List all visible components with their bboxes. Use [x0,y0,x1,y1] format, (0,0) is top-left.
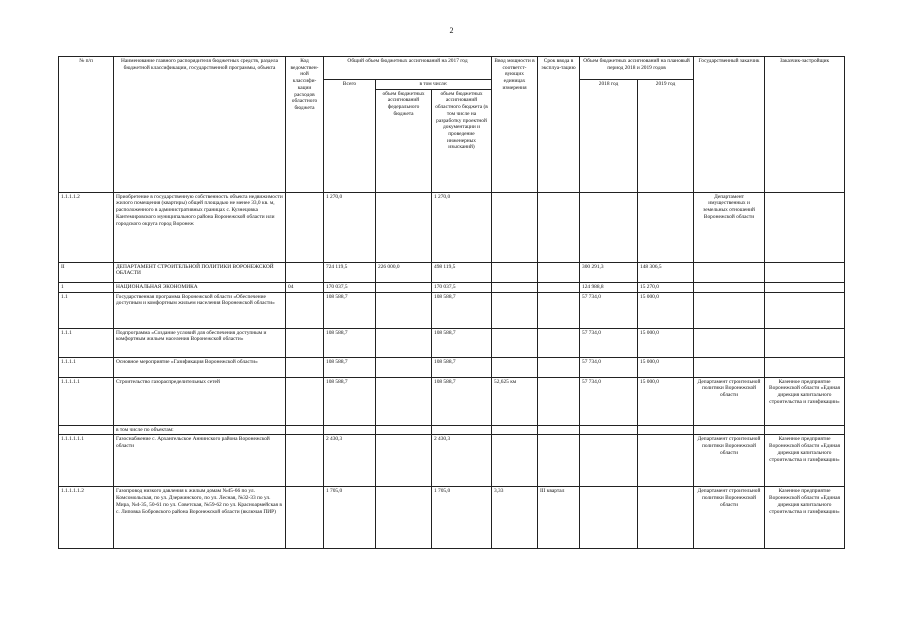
cell-cap [492,435,538,487]
cell-customer [694,262,765,282]
cell-cap [492,425,538,435]
table-row [59,425,845,435]
cell-num: 1 [59,282,114,292]
cell-customer [694,292,765,328]
cell-name: Государственная программа Воронежской области «Обеспечение доступным и комфортным жильем населения Воронежской области» [114,292,286,328]
cell-code [286,487,324,549]
header-name: Наименование главного распорядителя бюджетных средств, раздела бюджетной классификации, государственной программы, объекта [114,57,286,193]
cell-num [59,425,114,435]
header-incl: в том числе: [376,80,492,90]
cell-total: 2 430,3 [324,435,376,487]
cell-total: 724 119,5 [324,262,376,282]
cell-fed [376,425,432,435]
cell-num: 1.1.1.1.1.2 [59,487,114,549]
table-row [59,487,845,549]
cell-y2018: 57 734,0 [580,292,638,328]
cell-y2018: 57 734,0 [580,357,638,377]
header-2019: 2019 год [638,80,694,193]
cell-name: Газоснабжение с. Архангельское Аннинского района Воронежской области [114,435,286,487]
cell-builder [765,357,845,377]
cell-total: 108 588,7 [324,357,376,377]
cell-total: 1 270,0 [324,192,376,262]
cell-customer: Департамент строительной политики Воронежской области [694,435,765,487]
header-plan-period: Объем бюджетных ассигнований на плановый период 2018 и 2019 годов [580,57,694,80]
cell-cap [492,328,538,357]
cell-y2018: 300 291,3 [580,262,638,282]
cell-fed [376,192,432,262]
cell-reg: 108 588,7 [432,328,492,357]
cell-term [538,282,580,292]
cell-y2018 [580,487,638,549]
cell-name: НАЦИОНАЛЬНАЯ ЭКОНОМИКА [114,282,286,292]
cell-total: 108 588,7 [324,292,376,328]
cell-y2018 [580,435,638,487]
header-federal: объем бюджетных ассигнований федерального бюджета [376,89,432,192]
cell-total [324,425,376,435]
cell-code: 04 [286,282,324,292]
cell-fed [376,282,432,292]
cell-total: 108 588,7 [324,328,376,357]
cell-fed [376,292,432,328]
header-builder: Заказчик-застройщик [765,57,845,193]
table-row [59,282,845,292]
cell-term [538,377,580,425]
cell-code [286,328,324,357]
cell-y2019: 15 270,0 [638,282,694,292]
cell-cap: 52,625 км [492,377,538,425]
cell-name: Газопровод низкого давления к жилым домам №45-66 по ул. Комсомольская, по ул. Дзержинского, по ул. Лесная, №32-33 по ул. Мира, №4-35, 50-61 по ул. Советская, №59-62 по ул. Красноармейская в с. Липовка Бобровского района Воронежской области (включая ПИР) [114,487,286,549]
cell-cap [492,357,538,377]
cell-code [286,357,324,377]
cell-code [286,262,324,282]
table-row [59,262,845,282]
cell-total: 1 705,0 [324,487,376,549]
cell-y2019: 15 000,0 [638,377,694,425]
cell-y2019 [638,435,694,487]
cell-total: 108 588,7 [324,377,376,425]
cell-y2019 [638,425,694,435]
table-row [59,292,845,328]
cell-customer: Департамент строительной политики Воронежской области [694,377,765,425]
cell-customer [694,282,765,292]
cell-code [286,377,324,425]
cell-y2019: 15 000,0 [638,292,694,328]
cell-fed [376,377,432,425]
cell-name: в том числе по объектам: [114,425,286,435]
cell-builder [765,282,845,292]
header-term: Срок ввода в эксплуа-тацию [538,57,580,193]
header-num: № п/п [59,57,114,193]
table-row [59,328,845,357]
cell-y2019: 148 306,5 [638,262,694,282]
header-customer: Государственный заказчик [694,57,765,193]
cell-reg: 108 588,7 [432,357,492,377]
cell-customer [694,357,765,377]
cell-y2019 [638,192,694,262]
cell-builder: Казенное предприятие Воронежской области «Единая дирекция капитального строительства и газификации» [765,377,845,425]
cell-fed [376,487,432,549]
cell-name: Подпрограмма «Создание условий для обеспечения доступным и комфортным жильем населения Воронежской области» [114,328,286,357]
cell-term [538,357,580,377]
budget-table [58,56,845,549]
cell-customer: Департамент строительной политики Воронежской области [694,487,765,549]
cell-code [286,435,324,487]
header-total-2017: Общий объем бюджетных ассигнований на 2017 год [324,57,492,80]
page-number: 2 [449,26,454,35]
cell-name: Строительство газораспределительных сетей [114,377,286,425]
table-row [59,192,845,262]
cell-num: 1.1.1.1.1.1 [59,435,114,487]
cell-customer: Департамент имущественных и земельных отношений Воронежской области [694,192,765,262]
cell-y2018 [580,425,638,435]
cell-y2019 [638,487,694,549]
cell-reg: 2 430,3 [432,435,492,487]
cell-cap [492,262,538,282]
cell-y2018: 57 734,0 [580,328,638,357]
cell-reg: 108 588,7 [432,292,492,328]
cell-num: 1.1.1.1 [59,357,114,377]
header-total: Всего [324,80,376,193]
cell-cap [492,292,538,328]
cell-term [538,262,580,282]
cell-cap [492,192,538,262]
cell-fed: 226 000,0 [376,262,432,282]
cell-num: 1.1.1.1.1 [59,377,114,425]
cell-name: Основное мероприятие «Газификация Воронежской области» [114,357,286,377]
cell-reg [432,425,492,435]
cell-term [538,292,580,328]
header-capacity: Ввод мощности в соответст-вующих единицах измерения [492,57,538,193]
table-row [59,357,845,377]
cell-total: 170 037,5 [324,282,376,292]
cell-fed [376,328,432,357]
cell-num: II [59,262,114,282]
cell-customer [694,328,765,357]
cell-num: 1.1.1 [59,328,114,357]
cell-reg: 498 119,5 [432,262,492,282]
cell-term [538,435,580,487]
cell-reg: 108 588,7 [432,377,492,425]
cell-name: ДЕПАРТАМЕНТ СТРОИТЕЛЬНОЙ ПОЛИТИКИ ВОРОНЕЖСКОЙ ОБЛАСТИ [114,262,286,282]
cell-fed [376,435,432,487]
cell-num: 1.1 [59,292,114,328]
header-code: Код ведомствен-ной классифи-кации расходов областного бюджета [286,57,324,193]
cell-y2018 [580,192,638,262]
cell-builder: Казенное предприятие Воронежской области «Единая дирекция капитального строительства и газификации» [765,487,845,549]
cell-reg: 1 270,0 [432,192,492,262]
cell-y2018: 57 734,0 [580,377,638,425]
table-row [59,435,845,487]
cell-builder [765,425,845,435]
cell-reg: 1 705,0 [432,487,492,549]
header-regional: объем бюджетных ассигнований областного бюджета (в том числе на разработку проектной документации и проведение инженерных изысканий) [432,89,492,192]
cell-y2019: 15 000,0 [638,357,694,377]
cell-term: III квартал [538,487,580,549]
cell-num: 1.1.1.1.2 [59,192,114,262]
cell-term [538,192,580,262]
table-row [59,377,845,425]
cell-fed [376,357,432,377]
cell-cap: 3,33 [492,487,538,549]
cell-term [538,425,580,435]
cell-reg: 170 037,5 [432,282,492,292]
cell-y2018: 124 988,8 [580,282,638,292]
cell-code [286,425,324,435]
cell-code [286,192,324,262]
cell-cap [492,282,538,292]
cell-code [286,292,324,328]
cell-builder [765,292,845,328]
cell-term [538,328,580,357]
cell-y2019: 15 000,0 [638,328,694,357]
cell-builder [765,328,845,357]
cell-builder: Казенное предприятие Воронежской области «Единая дирекция капитального строительства и газификации» [765,435,845,487]
cell-builder [765,192,845,262]
cell-name: Приобретение в государственную собственность объекта недвижимости жилого помещения (квартиры) общей площадью не менее 33,0 кв. м, расположенного в административных границах с. Кузнецовка Кантемировского муниципального района Воронежской области или городского округа город Воронеж [114,192,286,262]
cell-customer [694,425,765,435]
cell-builder [765,262,845,282]
header-2018: 2018 год [580,80,638,193]
